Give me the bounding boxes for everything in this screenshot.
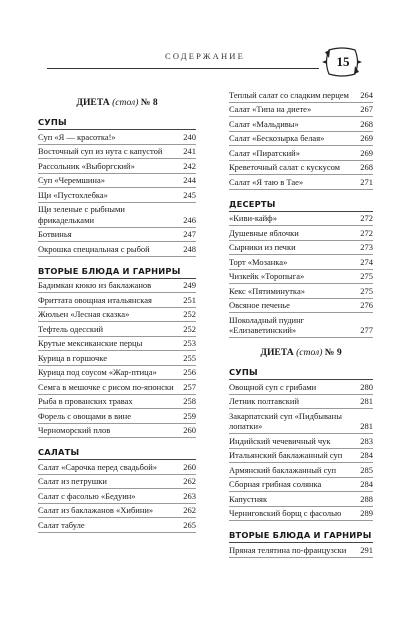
toc-entry-page: 247 [183,229,196,239]
toc-entry[interactable] [38,518,196,533]
toc-entry[interactable] [38,337,196,352]
toc-entry-title: Черниговский борщ с фасолью [229,508,342,518]
toc-entry-page: 248 [183,243,196,254]
toc-entry-page: 275 [360,271,373,281]
toc-entry[interactable] [229,380,373,395]
toc-entry[interactable] [229,313,373,338]
toc-entry-title: Салат «Я таю в Тае» [229,176,304,187]
toc-entry[interactable] [229,270,373,285]
toc-entry[interactable] [38,504,196,519]
toc-entry-title: «Киви-кайф» [229,213,277,223]
toc-entry-page: 291 [360,544,373,555]
toc-entry[interactable] [38,293,196,308]
toc-entry-page: 289 [360,508,373,518]
toc-entry-title: Форель с овощами в вине [38,410,131,421]
toc-entry-title: Салат «Типа на диете» [229,104,312,114]
diet-heading-label: ДИЕТА [260,347,297,358]
toc-entry[interactable] [229,212,373,227]
toc-entry-title: Салат из баклажанов «Хибини» [38,505,154,515]
toc-entry-page: 285 [360,464,373,475]
toc-entry-title: Фриттата овощная итальянская [38,294,152,305]
toc-entry-title: Рассольник «Выборгский» [38,160,135,171]
toc-entry-title: Рыба в прованских травах [38,396,133,406]
toc-entry-title: Душевные яблочки [229,227,299,238]
toc-entry-title: Сырники из печки [229,242,296,252]
toc-entry-page: 252 [183,323,196,334]
toc-entry-page: 241 [183,146,196,156]
diet-heading-label: ДИЕТА [76,97,113,108]
toc-entry-title: Восточный суп из нута с капустой [38,146,163,156]
diet-heading [38,97,196,108]
toc-entry-title: Кекс «Пятиминутка» [229,285,305,296]
toc-entry-title: Окрошка специальная с рыбой [38,243,150,254]
toc-entry-page: 257 [183,381,196,392]
toc-entry[interactable] [38,380,196,395]
toc-entry-page: 265 [183,519,196,530]
toc-entry-title: Щи «Пустохлебка» [38,189,108,200]
toc-entry-page: 252 [183,309,196,319]
toc-entry-title: Салат табуле [38,519,85,530]
toc-entry[interactable] [229,409,373,434]
toc-entry-page: 272 [360,227,373,238]
toc-entry-title: Пряная телятина по-французски [229,544,347,555]
toc-entry[interactable] [38,366,196,381]
toc-entry-page: 277 [360,325,373,335]
toc-entry-title: Салат «Пиратский» [229,147,300,158]
diet-heading [229,347,373,358]
toc-entry-page: 271 [360,176,373,187]
section-heading: ДЕСЕРТЫ [229,195,373,212]
toc-entry-page: 260 [183,425,196,435]
toc-entry[interactable] [229,226,373,241]
toc-entry[interactable] [229,507,373,522]
diet-heading-table: (стол) [296,347,323,358]
toc-entry-title: Закарпатский суп «Пидбываны лопатки» [229,410,342,431]
toc-entry-page: 280 [360,381,373,392]
toc-entry-page: 281 [360,396,373,406]
page-number: 15 [336,54,350,69]
toc-entry[interactable] [38,395,196,410]
diet-heading-number: № 8 [138,97,158,108]
toc-entry[interactable] [229,117,373,132]
toc-entry[interactable] [38,279,196,294]
toc-entry-title: Салат из петрушки [38,476,107,486]
toc-entry-page: 259 [183,410,196,421]
toc-entry-page: 263 [183,490,196,501]
toc-entry[interactable] [229,132,373,147]
toc-entry-title: Бадимкан кюкю из баклажанов [38,280,152,290]
toc-entry-page: 246 [183,214,196,225]
toc-entry-title: Овсяное печенье [229,300,290,310]
toc-entry-page: 260 [183,461,196,472]
toc-entry[interactable] [38,424,196,439]
header-rule [47,68,319,69]
toc-entry[interactable] [229,434,373,449]
toc-entry[interactable] [38,322,196,337]
toc-entry-page: 273 [360,242,373,252]
toc-entry[interactable] [229,299,373,314]
toc-entry-title: Суп «Я — красотка!» [38,131,116,142]
section-heading: СУПЫ [38,113,196,130]
toc-entry-title: Теплый салат со сладким перцем [229,89,349,100]
toc-entry[interactable] [229,175,373,190]
toc-entry-title: Чизкейк «Торопыга» [229,271,305,281]
toc-entry-page: 274 [360,256,373,267]
toc-entry-page: 283 [360,435,373,446]
toc-entry-page: 245 [183,189,196,200]
toc-entry[interactable] [229,161,373,176]
toc-entry-title: Капустняк [229,493,268,504]
section-heading: ВТОРЫЕ БЛЮДА И ГАРНИРЫ [229,526,373,543]
toc-entry[interactable] [38,188,196,203]
toc-entry[interactable] [38,174,196,189]
toc-entry-page: 288 [360,493,373,504]
toc-entry[interactable] [229,463,373,478]
toc-entry-title: Шоколадный пудинг «Елизаветинский» [229,314,305,335]
toc-entry-title: Крутые мексиканские перцы [38,338,143,348]
toc-entry-title: Курица под соусом «Жар-птица» [38,367,157,377]
toc-entry[interactable] [229,449,373,464]
toc-entry-title: Суп «Черемшина» [38,175,105,185]
toc-entry-page: 255 [183,352,196,363]
page-header [0,0,400,90]
toc-entry-page: 256 [183,367,196,377]
toc-entry[interactable] [38,460,196,475]
toc-entry-title: Черноморский плов [38,425,111,435]
toc-entry[interactable] [229,241,373,256]
toc-entry-page: 264 [360,89,373,100]
toc-entry-page: 262 [183,476,196,486]
toc-entry-title: Торт «Мозанка» [229,256,288,267]
toc-entry-title: Жюльен «Лесная сказка» [38,309,130,319]
toc-entry-title: Креветочный салат с кускусом [229,162,341,172]
toc-entry[interactable] [38,308,196,323]
toc-entry[interactable] [38,409,196,424]
toc-entry[interactable] [38,242,196,257]
toc-entry[interactable] [229,103,373,118]
toc-entry-title: Тефтель одесский [38,323,104,334]
toc-entry-page: 284 [360,450,373,460]
diet-heading-number: № 9 [322,347,342,358]
toc-entry[interactable] [229,478,373,493]
section-heading: СУПЫ [229,363,373,380]
toc-entry[interactable] [229,146,373,161]
toc-entry[interactable] [38,130,196,145]
toc-entry[interactable] [38,489,196,504]
toc-entry-page: 249 [183,280,196,290]
toc-entry-page: 268 [360,118,373,129]
toc-entry-title: Курица в горшочке [38,352,107,363]
toc-entry-page: 284 [360,479,373,489]
toc-entry-page: 267 [360,104,373,114]
toc-entry[interactable] [229,88,373,103]
toc-entry-title: Овощной суп с грибами [229,381,317,392]
toc-entry-page: 242 [183,160,196,171]
toc-entry[interactable] [38,145,196,160]
toc-entry[interactable] [229,395,373,410]
toc-column-right [229,88,373,558]
toc-entry-title: Сборная грибная солянка [229,479,322,489]
toc-entry[interactable] [38,203,196,228]
toc-entry-page: 240 [183,131,196,142]
diet-heading-table: (стол) [112,97,139,108]
toc-entry-title: Салат «Бескозырка белая» [229,133,325,143]
toc-entry[interactable] [229,255,373,270]
toc-entry-title: Щи зеленые с рыбными фрикадельками [38,204,125,225]
toc-entry[interactable] [229,543,373,558]
toc-entry-title: Итальянский баклажанный суп [229,450,343,460]
toc-entry-title: Армянский баклажанный суп [229,464,337,475]
toc-column-left [38,88,196,533]
toc-entry-page: 258 [183,396,196,406]
section-heading: ВТОРЫЕ БЛЮДА И ГАРНИРЫ [38,262,196,279]
toc-entry-title: Летник полтавский [229,396,300,406]
toc-entry-page: 269 [360,147,373,158]
toc-entry-page: 269 [360,133,373,143]
toc-entry-page: 276 [360,300,373,310]
toc-entry[interactable] [38,228,196,243]
toc-entry-page: 268 [360,162,373,172]
toc-entry-title: Семга в мешочке с рисом по-японски [38,381,174,392]
toc-entry-title: Салат «Мальдивы» [229,118,299,129]
toc-entry[interactable] [38,475,196,490]
toc-entry-page: 253 [183,338,196,348]
section-heading: САЛАТЫ [38,443,196,460]
toc-entry-page: 275 [360,285,373,296]
toc-entry-page: 281 [360,421,373,431]
running-title: СОДЕРЖАНИЕ [164,51,246,61]
toc-entry-title: Салат с фасолью «Бедуин» [38,490,136,501]
toc-entry-page: 262 [183,505,196,515]
toc-entry-title: Индийский чечевичный чук [229,435,331,446]
toc-entry-title: Салат «Сарочка перед свадьбой» [38,461,157,472]
toc-entry[interactable] [229,492,373,507]
toc-entry-page: 251 [183,294,196,305]
toc-entry-page: 272 [360,213,373,223]
toc-entry[interactable] [38,351,196,366]
toc-entry-title: Ботвинья [38,229,72,239]
toc-entry[interactable] [38,159,196,174]
toc-entry-page: 244 [183,175,196,185]
toc-entry[interactable] [229,284,373,299]
